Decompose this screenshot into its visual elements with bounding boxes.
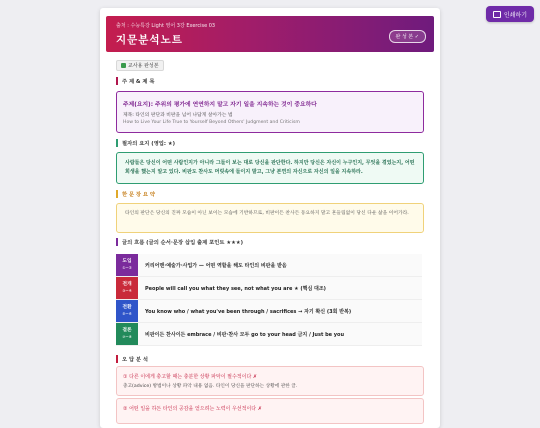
flow-text: You know who / what you've been through / sacrifices → 자기 확신 (3회 반복) [145,308,352,315]
errata-item [116,366,424,396]
completion-badge: 완 성 본 ✓ [389,30,426,43]
section-theme: 주 제 & 제 목 [116,77,154,85]
teacher-tag [116,60,164,71]
flow-text: People will call you what they see, not what you are ★ (핵심 대조) [145,285,326,292]
flow-row [116,254,422,277]
section-flow: 글의 흐름 (글의 순서·문장 삽입 출제 포인트 ★★★) [116,238,243,246]
source-text: 출처 : 수능특강 Light 영어 3강 Exercise 03 [116,23,216,29]
flow-row [116,323,422,346]
summary-text: 타인의 판단은 당신의 진짜 모습이 아닌 보이는 모습에 기반하므로, 비판이든 찬사든 동요하지 말고 흔들림없이 당신 다운 삶을 이어가라. [125,211,409,216]
flow-text: 비판이든 찬사이든 embrace / 비판·찬사 모두 go to your head 금지 / Just be you [145,331,345,338]
print-button-label: 인쇄하기 [503,11,527,19]
title-en: How to Live Your Life True to Yourself Beyond Others' Judgment and Criticism [123,120,300,125]
flow-tag: 전환 ⑤~⑥ [116,300,138,322]
gist-text: 사람들은 당신이 어떤 사람인지가 아니라 그들이 보는 대로 당신을 판단한다. 하지만 당신은 자신이 누구인지, 무엇을 겪었는지, 어떤 희생을 했는지 알고 있다. 비판도 찬사도 머릿속에 들이지 말고, 그냥 본연의 자신으로 자신의 일을 지속하라. [125,160,415,175]
printer-icon [493,11,501,18]
print-button[interactable] [486,6,534,22]
summary-box [116,203,424,233]
flow-tag: 전개 ③~④ [116,277,138,299]
checkbox-icon [121,63,126,68]
errata-item [116,398,424,424]
header-banner [106,16,434,52]
flow-tag: 도입 ①~② [116,254,138,276]
flow-row [116,277,422,300]
teacher-tag-label: 교사용 완성본 [128,63,159,69]
theme-box [116,91,424,133]
section-errata: 오 답 분 석 [116,355,148,363]
section-gist: 필자의 요지 (영업: ★) [116,139,175,147]
errata-detail: 충고(advice) 방법이나 상황 파악 내용 없음. 타인이 당신을 판단하는 상황에 관한 글. [123,384,298,389]
section-summary: 한 문 장 요 약 [116,190,155,198]
note-page [100,8,440,428]
errata-head: ② 어떤 일을 하든 타인의 공감을 얻으려는 노력이 우선적이다 ✗ [123,406,262,412]
flow-row [116,300,422,323]
gist-box [116,152,424,184]
flow-tag: 결론 ⑦~⑧ [116,323,138,345]
errata-head: ① 다른 이에게 충고할 때는 충분한 상황 파악이 필수적이다 ✗ [123,374,258,380]
page-title: 지문분석노트 [116,34,183,46]
title-ko: 제목: 타인의 판단과 비판을 넘어 나답게 살아가는 법 [123,113,233,118]
flow-text: 커리어맨·예술가·사업가 — 어떤 역할을 해도 타인의 비판을 받음 [145,262,287,269]
topic-text: 주제(요지): 주위의 평가에 연연하지 말고 자기 일을 지속하는 것이 중요하다 [123,102,317,108]
flow-table [116,254,422,346]
